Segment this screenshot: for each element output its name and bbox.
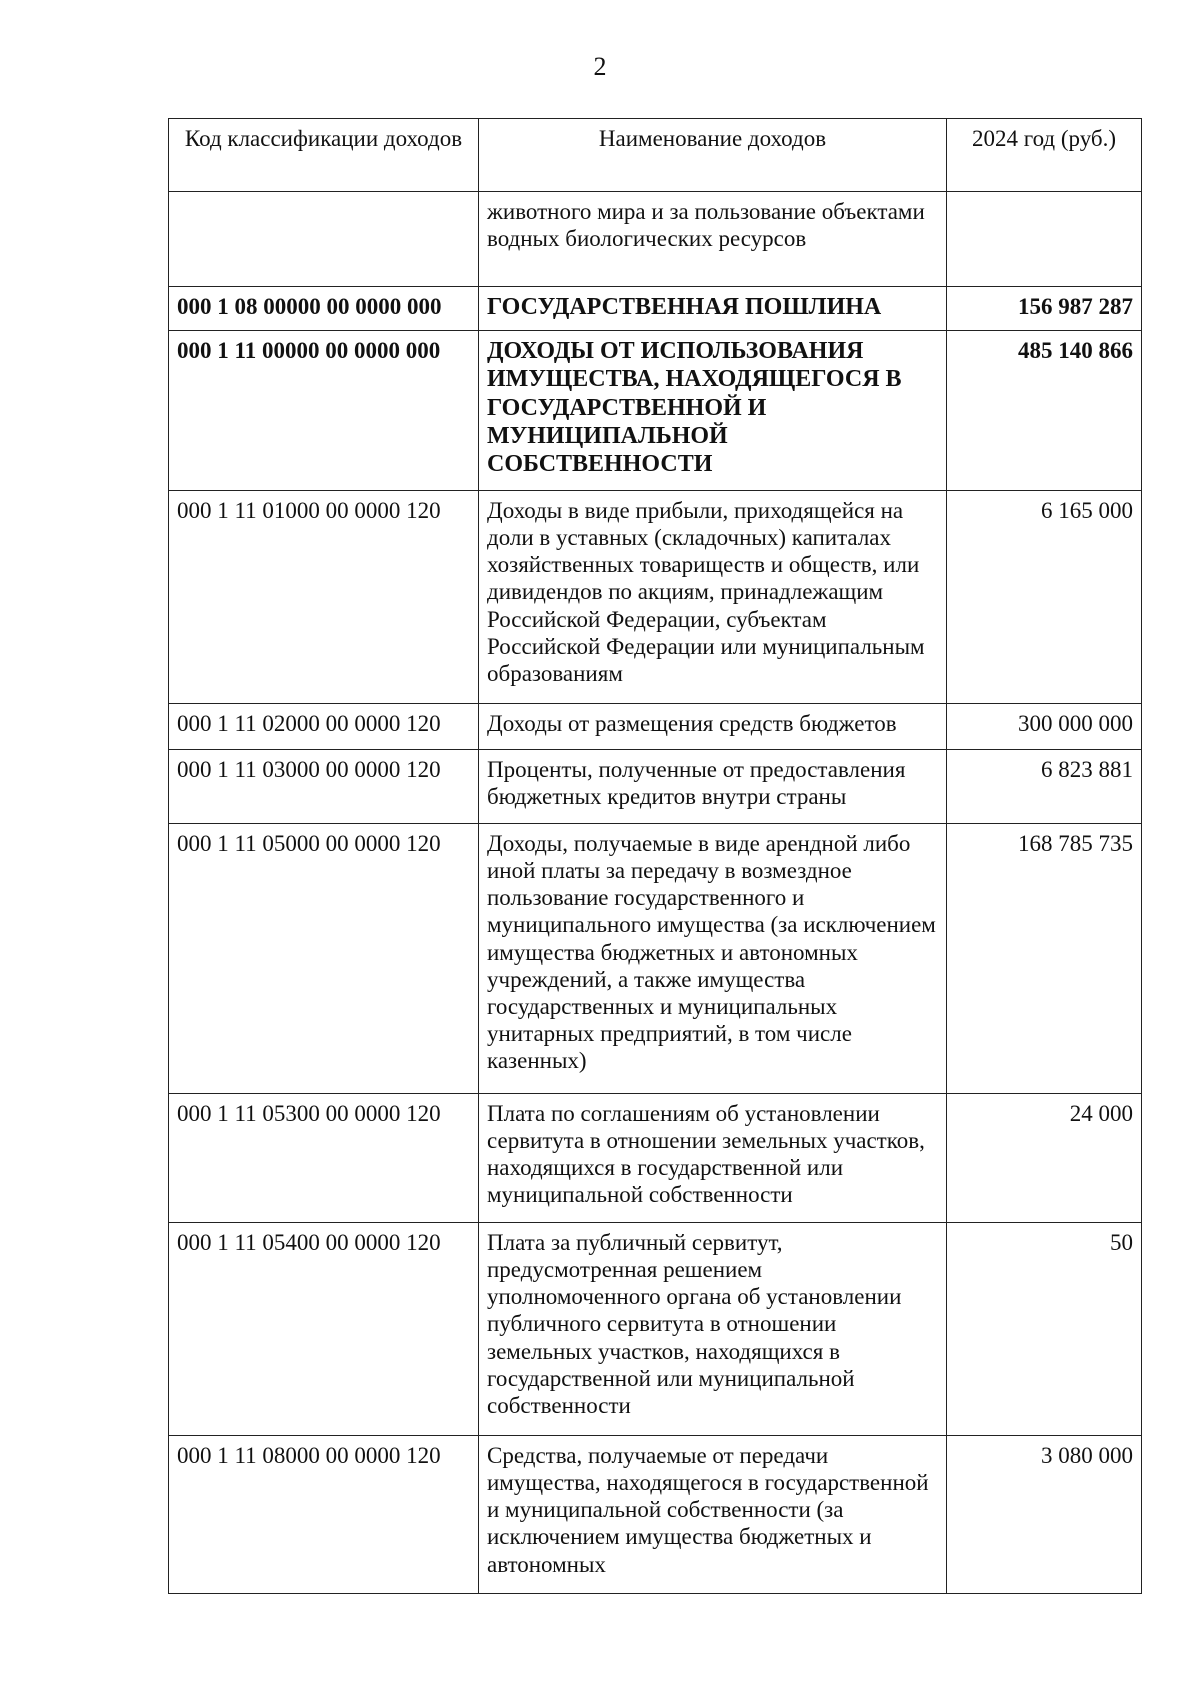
- row-amount: 156 987 287: [947, 287, 1142, 331]
- row-amount: 6 165 000: [947, 491, 1142, 704]
- header-year: 2024 год (руб.): [947, 119, 1142, 192]
- row-code: 000 1 08 00000 00 0000 000: [169, 287, 479, 331]
- table-row: [169, 491, 1142, 704]
- header-code: Код классификации доходов: [169, 119, 479, 192]
- row-amount: 24 000: [947, 1094, 1142, 1223]
- row-name: ГОСУДАРСТВЕННАЯ ПОШЛИНА: [479, 287, 947, 331]
- page-number: 2: [593, 52, 607, 81]
- row-amount: [947, 192, 1142, 287]
- row-name: Доходы в виде прибыли, приходящейся на доли в уставных (складочных) капиталах хозяйственных товариществ и обществ, или дивидендов по акциям, принадлежащим Российской Федерации, субъектам Российской Федерации или муниципальным образованиям: [479, 491, 947, 704]
- income-table: [168, 118, 1142, 1594]
- row-name: Плата по соглашениям об установлении сервитута в отношении земельных участков, находящихся в государственной или муниципальной собственности: [479, 1094, 947, 1223]
- header-row: [169, 119, 1142, 192]
- table-row: [169, 1223, 1142, 1436]
- row-name: Доходы, получаемые в виде арендной либо иной платы за передачу в возмездное пользование государственного и муниципального имущества (за исключением имущества бюджетных и автономных учреждений, а также имущества государственных и муниципальных унитарных предприятий, в том числе казенных): [479, 824, 947, 1094]
- row-code: 000 1 11 05300 00 0000 120: [169, 1094, 479, 1223]
- row-amount: 485 140 866: [947, 331, 1142, 491]
- row-name: животного мира и за пользование объектами водных биологических ресурсов: [479, 192, 947, 287]
- header-name: Наименование доходов: [479, 119, 947, 192]
- row-code: [169, 192, 479, 287]
- table-row: [169, 704, 1142, 750]
- table-row: [169, 331, 1142, 491]
- row-amount: 300 000 000: [947, 704, 1142, 750]
- row-amount: 50: [947, 1223, 1142, 1436]
- row-name: Доходы от размещения средств бюджетов: [479, 704, 947, 750]
- table-row: [169, 287, 1142, 331]
- row-code: 000 1 11 05000 00 0000 120: [169, 824, 479, 1094]
- row-name: ДОХОДЫ ОТ ИСПОЛЬЗОВАНИЯ ИМУЩЕСТВА, НАХОДЯЩЕГОСЯ В ГОСУДАРСТВЕННОЙ И МУНИЦИПАЛЬНОЙ СОБСТВЕННОСТИ: [479, 331, 947, 491]
- row-name: Плата за публичный сервитут, предусмотренная решением уполномоченного органа об установлении публичного сервитута в отношении земельных участков, находящихся в государственной или муниципальной собственности: [479, 1223, 947, 1436]
- row-code: 000 1 11 05400 00 0000 120: [169, 1223, 479, 1436]
- table-row: [169, 192, 1142, 287]
- row-amount: 168 785 735: [947, 824, 1142, 1094]
- row-name: Проценты, полученные от предоставления бюджетных кредитов внутри страны: [479, 750, 947, 824]
- row-code: 000 1 11 02000 00 0000 120: [169, 704, 479, 750]
- row-amount: 3 080 000: [947, 1436, 1142, 1594]
- row-code: 000 1 11 08000 00 0000 120: [169, 1436, 479, 1594]
- row-code: 000 1 11 01000 00 0000 120: [169, 491, 479, 704]
- row-code: 000 1 11 00000 00 0000 000: [169, 331, 479, 491]
- table-row: [169, 1436, 1142, 1594]
- table-body: [169, 192, 1142, 1594]
- row-amount: 6 823 881: [947, 750, 1142, 824]
- table-row: [169, 750, 1142, 824]
- row-code: 000 1 11 03000 00 0000 120: [169, 750, 479, 824]
- table-row: [169, 1094, 1142, 1223]
- row-name: Средства, получаемые от передачи имущества, находящегося в государственной и муниципальной собственности (за исключением имущества бюджетных и автономных: [479, 1436, 947, 1594]
- table-row: [169, 824, 1142, 1094]
